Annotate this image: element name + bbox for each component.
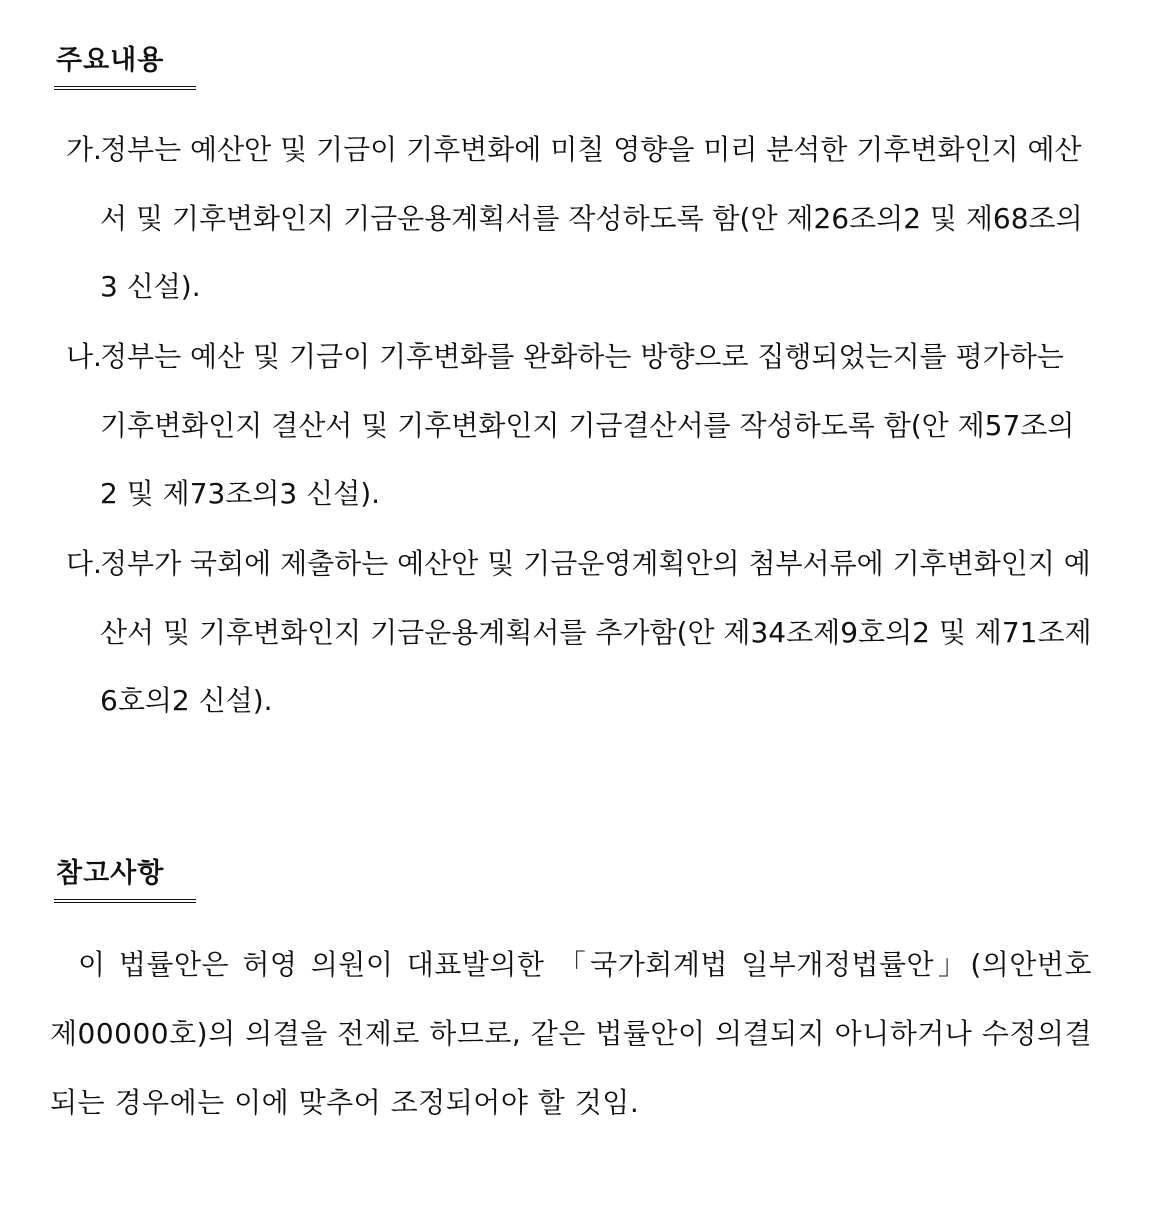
list-item-marker: 다. xyxy=(66,547,102,580)
list-item-da xyxy=(66,530,1092,736)
list-item-marker: 가. xyxy=(66,133,102,166)
list-item-na xyxy=(66,323,1092,529)
list-item-ga xyxy=(66,116,1092,322)
reference-paragraph: 이 법률안은 허영 의원이 대표발의한 「국가회계법 일부개정법률안」(의안번호 제00000호)의 의결을 전제로 하므로, 같은 법률안이 의결되지 아니하거나 수정의결되는 경우에는 이에 맞추어 조정되어야 할 것임. xyxy=(50,948,1092,1119)
list-item-marker: 나. xyxy=(66,340,102,373)
list-item-text: 정부는 예산 및 기금이 기후변화를 완화하는 방향으로 집행되었는지를 평가하는 기후변화인지 결산서 및 기후변화인지 기금결산서를 작성하도록 함(안 제57조의2 및 제73조의3 신설). xyxy=(100,340,1075,510)
section-title-main-content: 주요내용 xyxy=(54,44,196,90)
list-item-text: 정부가 국회에 제출하는 예산안 및 기금운영계획안의 첨부서류에 기후변화인지 예산서 및 기후변화인지 기금운용계획서를 추가함(안 제34조제9호의2 및 제71조제6호의2 신설). xyxy=(100,547,1092,717)
list-item-text: 정부는 예산안 및 기금이 기후변화에 미칠 영향을 미리 분석한 기후변화인지 예산서 및 기후변화인지 기금운용계획서를 작성하도록 함(안 제26조의2 및 제68조의3 신설). xyxy=(100,133,1083,303)
section-title-reference: 참고사항 xyxy=(54,857,196,903)
